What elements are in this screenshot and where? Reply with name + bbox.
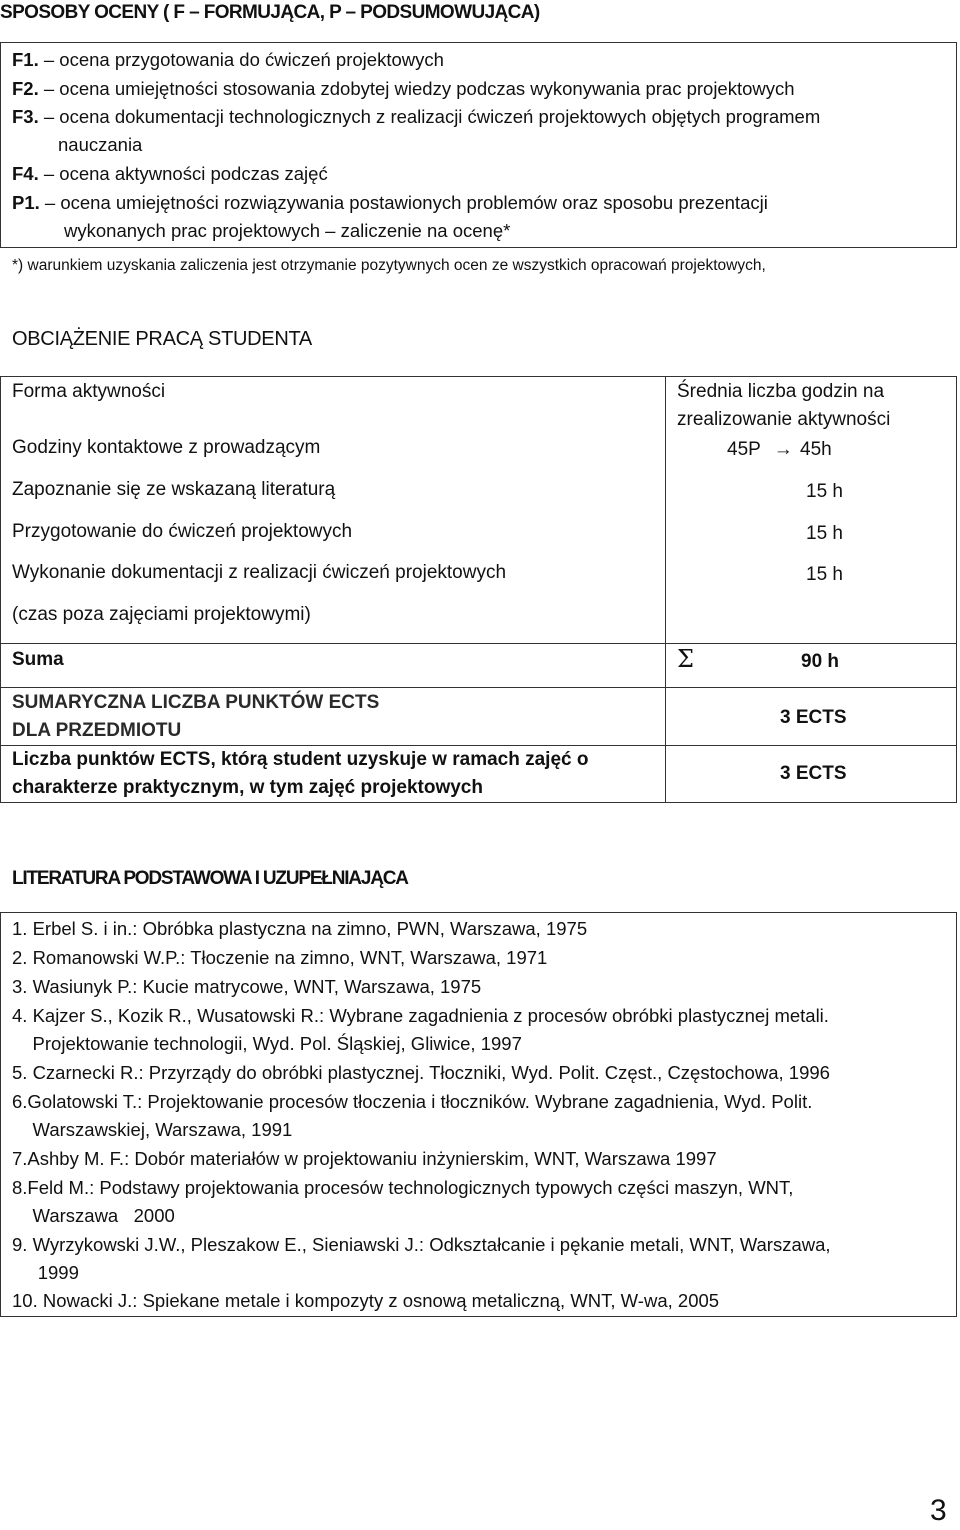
assessment-text: – ocena umiejętności rozwiązywania postawionych problemów oraz sposobu prezentacji <box>39 192 768 213</box>
ects-practical-label-2: charakterze praktycznym, w tym zajęć projektowych <box>12 777 483 798</box>
section-title-literature: LITERATURA PODSTAWOWA I UZUPEŁNIAJĄCA <box>12 868 408 889</box>
sigma-icon: Σ <box>677 645 694 673</box>
sum-label: Suma <box>12 649 64 670</box>
value-a: 45P <box>727 439 761 460</box>
literature-item: 8.Feld M.: Podstawy projektowania procesów technologicznych typowych części maszyn, WNT, <box>12 1177 794 1198</box>
ects-total-label-2: DLA PRZEDMIOTU <box>12 720 182 741</box>
assessment-text: – ocena umiejętności stosowania zdobytej wiedzy podczas wykonywania prac projektowych <box>38 78 795 99</box>
workload-header-right-2: zrealizowanie aktywności <box>677 409 891 430</box>
literature-item: 9. Wyrzykowski J.W., Pleszakow E., Sieniawski J.: Odkształcanie i pękanie metali, WNT, Warszawa, <box>12 1234 831 1255</box>
workload-header-left: Forma aktywności <box>12 381 166 402</box>
assessment-code: F4. <box>12 163 39 184</box>
workload-row-label: Wykonanie dokumentacji z realizacji ćwiczeń projektowych <box>12 562 507 583</box>
workload-row-label: Godziny kontaktowe z prowadzącym <box>12 437 321 458</box>
sum-value: 90 h <box>801 651 840 672</box>
assessment-item-p1-cont: wykonanych prac projektowych – zaliczenie na ocenę* <box>64 220 511 241</box>
literature-item: 4. Kajzer S., Kozik R., Wusatowski R.: Wybrane zagadnienia z procesów obróbki plastycznej metali. <box>12 1005 829 1026</box>
section-title-workload: OBCIĄŻENIE PRACĄ STUDENTA <box>12 328 312 350</box>
ects-total-label-1: SUMARYCZNA LICZBA PUNKTÓW ECTS <box>12 692 380 713</box>
section-title-assessment: SPOSOBY OCENY ( F – FORMUJĄCA, P – PODSUMOWUJĄCA) <box>0 2 540 23</box>
ects-practical-label-1: Liczba punktów ECTS, którą student uzyskuje w ramach zajęć o <box>12 749 589 770</box>
arrow-right-icon: → <box>773 439 793 460</box>
literature-item: 7.Ashby M. F.: Dobór materiałów w projektowaniu inżynierskim, WNT, Warszawa 1997 <box>12 1148 717 1169</box>
assessment-text: – ocena dokumentacji technologicznych z realizacji ćwiczeń projektowych objętych programem <box>38 106 821 127</box>
literature-item-cont: Warszawskiej, Warszawa, 1991 <box>12 1119 293 1140</box>
workload-row-value: 15 h <box>806 481 843 502</box>
workload-row-label: Zapoznanie się ze wskazaną literaturą <box>12 479 336 500</box>
ects-total-value: 3 ECTS <box>780 707 847 728</box>
workload-column-divider <box>665 376 666 803</box>
literature-item-cont: Projektowanie technologii, Wyd. Pol. Śląskiej, Gliwice, 1997 <box>12 1033 522 1054</box>
assessment-text: – ocena aktywności podczas zajęć <box>38 163 328 184</box>
assessment-code: P1. <box>12 192 40 213</box>
assessment-code: F3. <box>12 106 39 127</box>
workload-row-value: 15 h <box>806 564 843 585</box>
assessment-code: F1. <box>12 49 39 70</box>
workload-row-label: Przygotowanie do ćwiczeń projektowych <box>12 521 353 542</box>
literature-item: 1. Erbel S. i in.: Obróbka plastyczna na zimno, PWN, Warszawa, 1975 <box>12 918 588 939</box>
literature-item: 10. Nowacki J.: Spiekane metale i kompozyty z osnową metaliczną, WNT, W-wa, 2005 <box>12 1290 720 1311</box>
literature-item: 3. Wasiunyk P.: Kucie matrycowe, WNT, Warszawa, 1975 <box>12 976 482 997</box>
literature-item: 2. Romanowski W.P.: Tłoczenie na zimno, WNT, Warszawa, 1971 <box>12 947 548 968</box>
workload-divider-ects <box>0 687 957 688</box>
assessment-item-f3-cont: nauczania <box>58 134 143 155</box>
ects-practical-value: 3 ECTS <box>780 763 847 784</box>
assessment-item-f4 <box>12 160 328 188</box>
page-number: 3 <box>930 1494 947 1527</box>
assessment-item-f3 <box>12 103 820 131</box>
assessment-item-f2 <box>12 75 795 103</box>
value-b: 45h <box>800 439 832 460</box>
literature-item: 6.Golatowski T.: Projektowanie procesów tłoczenia i tłoczników. Wybrane zagadnienia, Wyd. Polit. <box>12 1091 813 1112</box>
assessment-text: – ocena przygotowania do ćwiczeń projektowych <box>38 49 444 70</box>
literature-item-cont: Warszawa 2000 <box>12 1205 175 1226</box>
assessment-code: F2. <box>12 78 39 99</box>
assessment-item-p1 <box>12 189 768 217</box>
assessment-item-f1 <box>12 46 444 74</box>
workload-row-value <box>727 436 832 464</box>
literature-item: 5. Czarnecki R.: Przyrządy do obróbki plastycznej. Tłoczniki, Wyd. Polit. Częst., Częstochowa, 1996 <box>12 1062 830 1083</box>
workload-row-label: (czas poza zajęciami projektowymi) <box>12 604 311 625</box>
assessment-note: *) warunkiem uzyskania zaliczenia jest otrzymanie pozytywnych ocen ze wszystkich opracowań projektowych, <box>12 257 766 274</box>
workload-header-right-1: Średnia liczba godzin na <box>677 381 885 402</box>
workload-divider-sum <box>0 643 957 644</box>
workload-row-value: 15 h <box>806 523 843 544</box>
literature-item-cont: 1999 <box>12 1262 79 1283</box>
